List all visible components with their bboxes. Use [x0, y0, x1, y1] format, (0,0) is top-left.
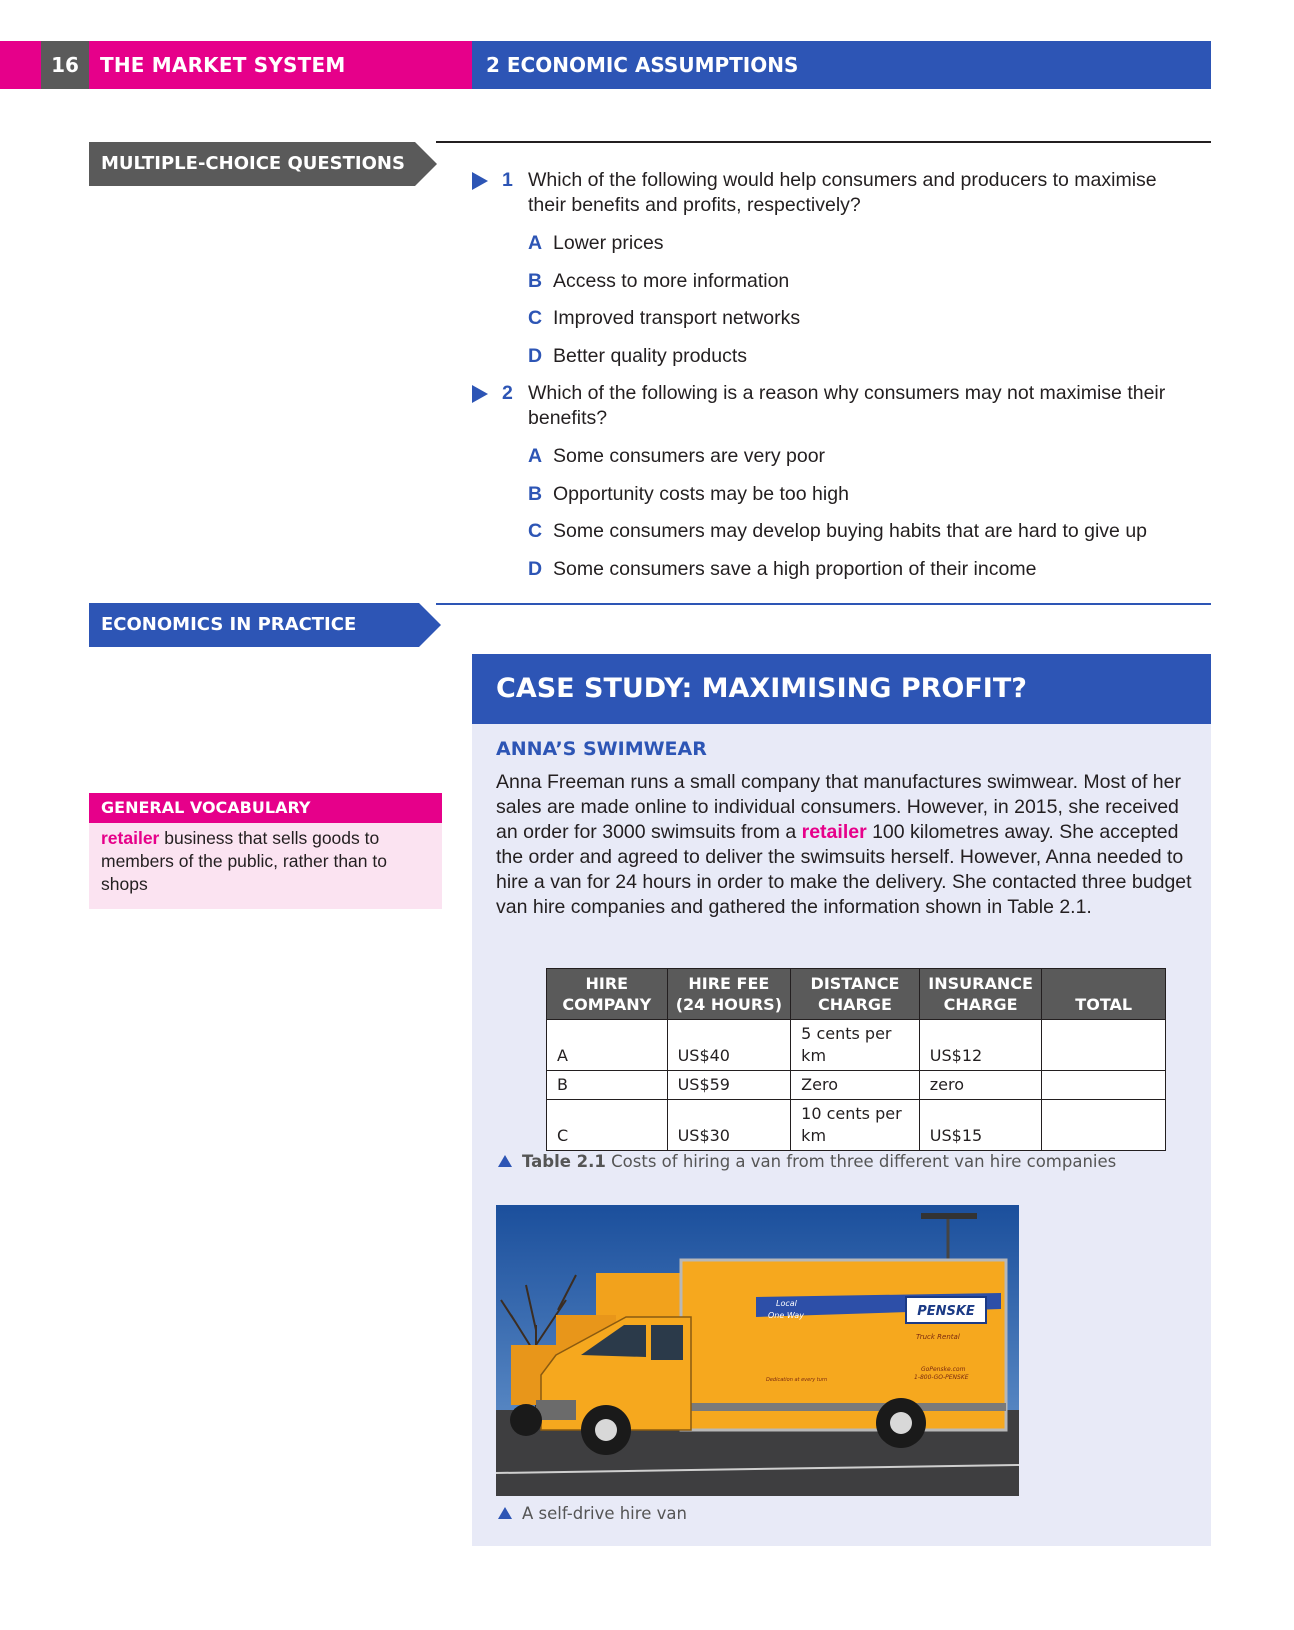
- vocabulary-heading: GENERAL VOCABULARY: [89, 793, 442, 823]
- header-distance-charge: DISTANCE CHARGE: [791, 969, 920, 1020]
- option-text: Access to more information: [553, 270, 790, 292]
- case-study-body: [496, 770, 1196, 920]
- table-cell: zero: [919, 1071, 1042, 1100]
- q1-option-d[interactable]: [528, 344, 747, 369]
- q2-option-a[interactable]: [528, 444, 825, 469]
- option-text: Opportunity costs may be too high: [553, 483, 849, 505]
- section-title: THE MARKET SYSTEM: [100, 53, 346, 77]
- vocabulary-term: retailer: [101, 828, 160, 848]
- option-text: Better quality products: [553, 345, 748, 367]
- mcq-tab-label: MULTIPLE-CHOICE QUESTIONS: [101, 153, 405, 174]
- table-row: [547, 1100, 1166, 1151]
- option-letter: B: [528, 483, 543, 505]
- header-hire-company: HIRE COMPANY: [547, 969, 668, 1020]
- q2-option-b[interactable]: [528, 482, 849, 507]
- table-cell: US$12: [919, 1020, 1042, 1071]
- header-insurance-charge: INSURANCE CHARGE: [919, 969, 1042, 1020]
- option-letter: D: [528, 345, 543, 367]
- hire-van-photo: [496, 1205, 1019, 1496]
- caption-triangle-icon: [498, 1507, 512, 1519]
- body-text: Anna Freeman runs a small company that manufactures swimwear. Most of her sales are made online to individual consumers. However, in 2015, she received an order for 3000 swimsuits from a: [496, 771, 1181, 843]
- question-text: Which of the following is a reason why consumers may not maximise their benefits?: [528, 382, 1166, 429]
- table-cell: US$30: [667, 1100, 791, 1151]
- van-tagline-oneway: One Way: [768, 1311, 804, 1320]
- table-cell: US$40: [667, 1020, 791, 1071]
- question-number: 2: [502, 382, 513, 404]
- q1-option-c[interactable]: [528, 306, 800, 331]
- case-study-title: CASE STUDY: MAXIMISING PROFIT?: [472, 654, 1211, 724]
- table-header-row: [547, 969, 1166, 1020]
- option-text: Some consumers save a high proportion of their income: [553, 558, 1037, 580]
- question-arrow-icon: [472, 172, 488, 190]
- option-letter: A: [528, 445, 543, 467]
- table-caption: [498, 1152, 1116, 1171]
- caption-label: Table 2.1: [522, 1152, 606, 1171]
- table-cell: [1042, 1071, 1166, 1100]
- option-letter: C: [528, 307, 543, 329]
- option-letter: A: [528, 232, 543, 254]
- practice-tab-label: ECONOMICS IN PRACTICE: [101, 614, 357, 635]
- question-number: 1: [502, 169, 513, 191]
- table-cell: US$15: [919, 1100, 1042, 1151]
- table-cell: B: [547, 1071, 668, 1100]
- question-2: [472, 381, 1212, 431]
- case-study-subtitle: ANNA’S SWIMWEAR: [496, 738, 707, 760]
- option-text: Lower prices: [553, 232, 664, 254]
- question-text: Which of the following would help consumers and producers to maximise their benefits and profits, respectively?: [528, 169, 1157, 216]
- q1-option-b[interactable]: [528, 269, 789, 294]
- van-tagline-local: Local: [776, 1299, 797, 1308]
- option-letter: B: [528, 270, 543, 292]
- q2-option-c[interactable]: [528, 519, 1147, 544]
- header-total: TOTAL: [1042, 969, 1166, 1020]
- van-slogan: Dedication at every turn: [766, 1377, 828, 1383]
- question-1: [472, 168, 1212, 218]
- practice-rule: [436, 603, 1211, 605]
- question-arrow-icon: [472, 385, 488, 403]
- table-cell: Zero: [791, 1071, 920, 1100]
- q2-option-d[interactable]: [528, 557, 1036, 582]
- option-text: Improved transport networks: [553, 307, 801, 329]
- van-truck-rental: Truck Rental: [916, 1333, 960, 1341]
- table-cell: US$59: [667, 1071, 791, 1100]
- vocabulary-body: [89, 823, 442, 909]
- table-cell: C: [547, 1100, 668, 1151]
- hire-table: [546, 968, 1166, 1151]
- page-number: 16: [41, 41, 89, 89]
- option-letter: D: [528, 558, 543, 580]
- table-cell: A: [547, 1020, 668, 1071]
- header-hire-fee: HIRE FEE (24 HOURS): [667, 969, 791, 1020]
- van-web: GoPenske.com: [921, 1366, 966, 1373]
- van-phone: 1-800-GO-PENSKE: [914, 1374, 969, 1381]
- body-text: 100 kilometres away. She accepted the order and agreed to deliver the swimsuits herself. However, Anna needed to hire a van for 24 hours in order to make the delivery. She contacted three budget van hire companies and gathered the information shown in Table 2.1.: [496, 821, 1192, 918]
- q1-option-a[interactable]: [528, 231, 664, 256]
- caption-triangle-icon: [498, 1155, 512, 1167]
- practice-tab: [89, 603, 441, 647]
- table-cell: [1042, 1020, 1166, 1071]
- van-illustration: [496, 1205, 1019, 1496]
- photo-caption-text: A self-drive hire van: [522, 1504, 687, 1523]
- table-row: [547, 1020, 1166, 1071]
- option-text: Some consumers are very poor: [553, 445, 826, 467]
- table-cell: [1042, 1100, 1166, 1151]
- option-letter: C: [528, 520, 543, 542]
- table-cell: 10 cents per km: [791, 1100, 920, 1151]
- option-text: Some consumers may develop buying habits that are hard to give up: [553, 520, 1148, 542]
- mcq-tab: [89, 142, 437, 186]
- table-row: [547, 1071, 1166, 1100]
- chapter-title: 2 ECONOMIC ASSUMPTIONS: [486, 53, 799, 77]
- vocab-term-link[interactable]: retailer: [801, 821, 867, 843]
- van-brand-text: PENSKE: [917, 1304, 975, 1319]
- caption-text: Costs of hiring a van from three different van hire companies: [605, 1152, 1117, 1171]
- mcq-rule: [436, 141, 1211, 143]
- table-cell: 5 cents per km: [791, 1020, 920, 1071]
- vocabulary-definition: business that sells goods to members of the public, rather than to shops: [101, 828, 387, 894]
- photo-caption: [498, 1504, 687, 1523]
